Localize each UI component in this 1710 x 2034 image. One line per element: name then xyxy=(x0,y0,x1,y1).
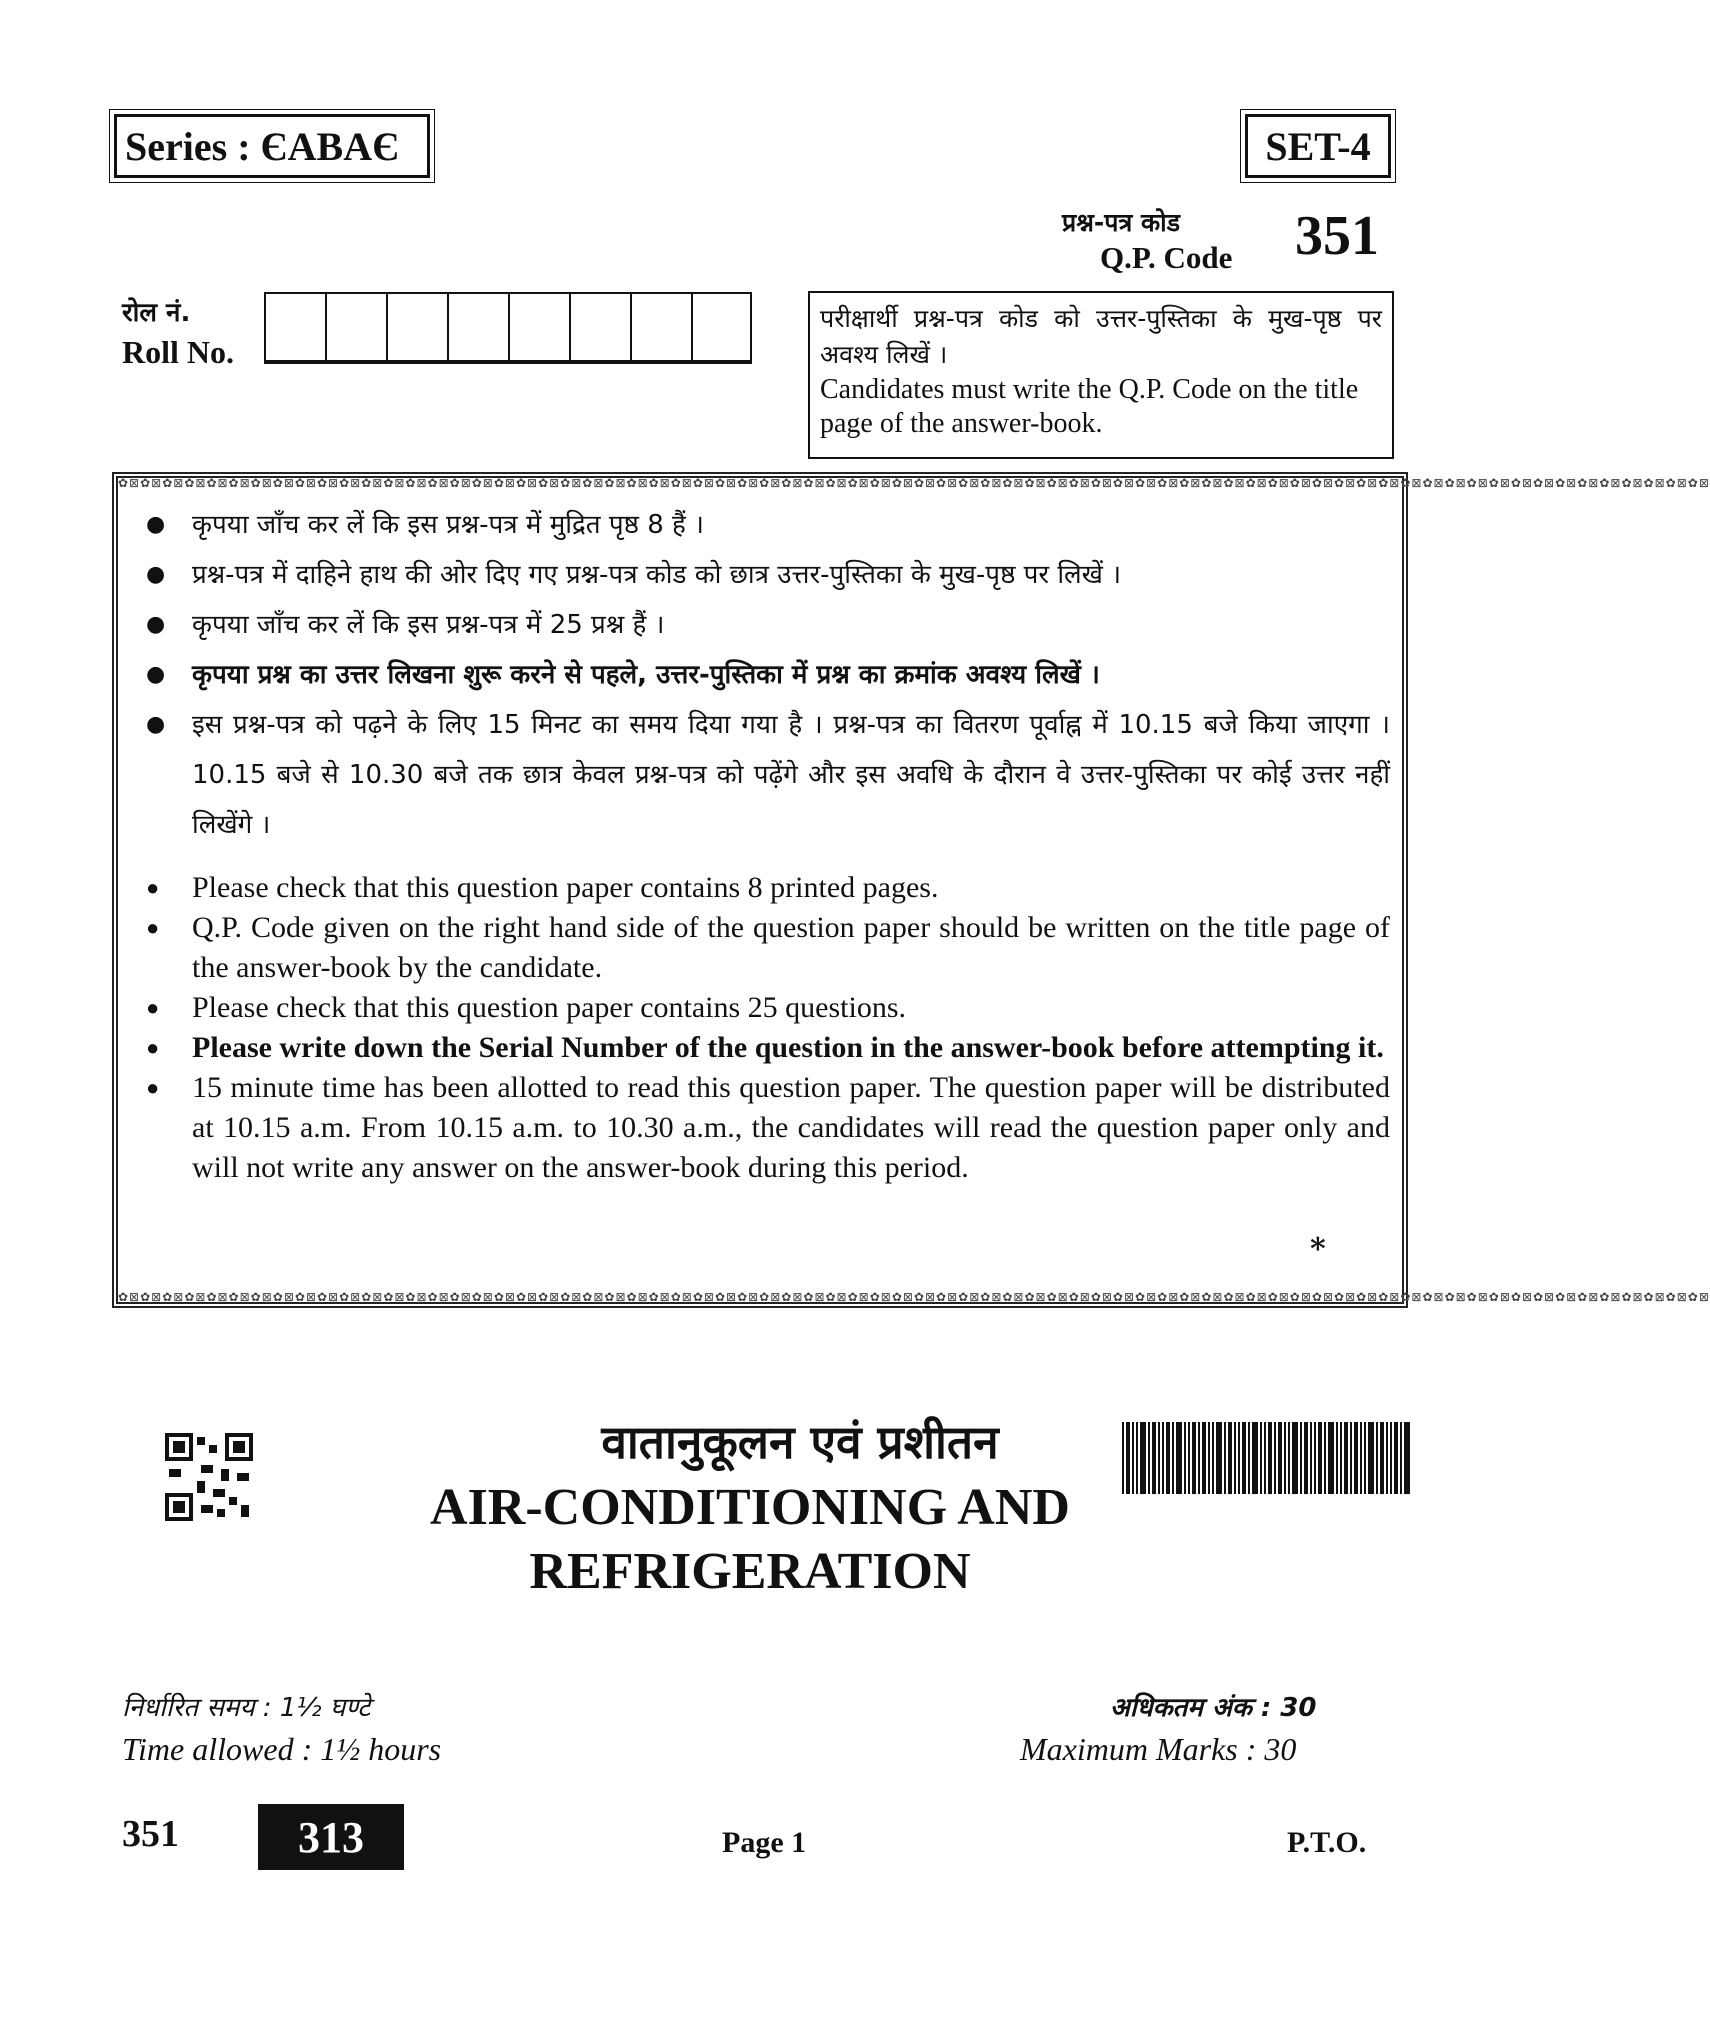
bullet-icon: ● xyxy=(146,712,166,737)
qr-code-icon xyxy=(165,1433,253,1521)
page-number: Page 1 xyxy=(722,1826,807,1859)
barcode-icon xyxy=(1122,1422,1410,1494)
qp-code-label: Q.P. Code xyxy=(1100,240,1233,275)
pto-label: P.T.O. xyxy=(1287,1826,1367,1859)
star-mark: * xyxy=(1310,1232,1326,1267)
ornamental-border-top: ✿⊠✿⊠✿⊠✿⊠✿⊠✿⊠✿⊠✿⊠✿⊠✿⊠✿⊠✿⊠✿⊠✿⊠✿⊠✿⊠✿⊠✿⊠✿⊠✿⊠✿⊠✿⊠✿⊠✿⊠✿⊠✿⊠✿⊠✿⊠✿⊠✿⊠✿⊠✿⊠✿⊠✿⊠✿⊠✿⊠✿⊠✿⊠✿⊠✿⊠✿⊠✿⊠✿⊠✿⊠✿⊠✿⊠✿⊠✿⊠✿⊠✿⊠✿⊠✿⊠✿⊠✿⊠✿⊠✿⊠✿⊠✿⊠✿⊠✿⊠✿⊠✿⊠✿⊠✿⊠✿⊠✿⊠✿⊠✿⊠✿⊠✿⊠✿⊠✿⊠ xyxy=(118,476,1710,490)
instruction-english: ● Q.P. Code given on the right hand side of the question paper should be written on the title page of the answer-book by the candidate. xyxy=(140,908,1390,988)
max-marks: Maximum Marks : 30 xyxy=(1020,1731,1297,1767)
instructions-list xyxy=(140,500,1390,1188)
time-allowed: Time allowed : 1½ hours xyxy=(122,1731,442,1767)
roll-cell[interactable] xyxy=(386,292,447,362)
footer-paper-code: 351 xyxy=(122,1813,179,1855)
instruction-hindi: ● इस प्रश्न-पत्र को पढ़ने के लिए 15 मिनट का समय दिया गया है । प्रश्न-पत्र का वितरण पूर्वाह्न में 10.15 बजे किया जाएगा । 10.15 बजे से 10.30 बजे तक छात्र केवल प्रश्न-पत्र को पढ़ेंगे और इस अवधि के दौरान वे उत्तर-पुस्तिका पर कोई उत्तर नहीं लिखेंगे । xyxy=(140,700,1390,850)
subject-title-hindi: वातानुकूलन एवं प्रशीतन xyxy=(601,1415,999,1469)
time-allowed-hindi: निर्धारित समय : 1½ घण्टे xyxy=(122,1693,371,1723)
candidate-note-english: Candidates must write the Q.P. Code on the title page of the answer-book. xyxy=(820,374,1359,439)
instruction-hindi: ● प्रश्न-पत्र में दाहिने हाथ की ओर दिए गए प्रश्न-पत्र कोड को छात्र उत्तर-पुस्तिका के मुख-पृष्ठ पर लिखें । xyxy=(140,550,1390,600)
roll-label: Roll No. xyxy=(122,334,234,370)
roll-label-hindi: रोल नं. xyxy=(122,298,191,328)
max-marks-hindi: अधिकतम अंक : 30 xyxy=(1110,1693,1317,1723)
roll-cell[interactable] xyxy=(264,292,325,362)
roll-cell[interactable] xyxy=(325,292,386,362)
qp-code-number: 351 xyxy=(1295,205,1379,267)
candidate-note-box xyxy=(808,291,1394,459)
bullet-icon: ● xyxy=(146,512,166,537)
bullet-icon: ● xyxy=(146,612,166,637)
footer-boxed-code: 313 xyxy=(258,1804,404,1870)
roll-number-boxes[interactable] xyxy=(264,292,752,364)
subject-title-line2: REFRIGERATION xyxy=(529,1543,971,1600)
instruction-hindi: ● कृपया प्रश्न का उत्तर लिखना शुरू करने से पहले, उत्तर-पुस्तिका में प्रश्न का क्रमांक अवश्य लिखें । xyxy=(140,650,1390,700)
roll-cell[interactable] xyxy=(508,292,569,362)
roll-cell[interactable] xyxy=(630,292,691,362)
instruction-english: ● Please check that this question paper contains 8 printed pages. xyxy=(140,868,1390,908)
roll-cell[interactable] xyxy=(569,292,630,362)
bullet-icon: ● xyxy=(146,1035,160,1060)
set-label: SET-4 xyxy=(1245,114,1391,178)
bullet-icon: ● xyxy=(146,1075,160,1100)
bullet-icon: ● xyxy=(146,562,166,587)
qp-code-label-hindi: प्रश्न-पत्र कोड xyxy=(1062,208,1181,237)
instruction-english: ● Please check that this question paper contains 25 questions. xyxy=(140,988,1390,1028)
instruction-english: ● Please write down the Serial Number of the question in the answer-book before attempting it. xyxy=(140,1028,1390,1068)
instruction-hindi: ● कृपया जाँच कर लें कि इस प्रश्न-पत्र में मुद्रित पृष्ठ 8 हैं । xyxy=(140,500,1390,550)
subject-title: AIR-CONDITIONING AND xyxy=(430,1479,1070,1536)
series-label: Series : ЄABAЄ xyxy=(114,114,430,178)
bullet-icon: ● xyxy=(146,662,166,687)
instruction-english: ● 15 minute time has been allotted to read this question paper. The question paper will be distributed at 10.15 a.m. From 10.15 a.m. to 10.30 a.m., the candidates will read the question paper only and will not write any answer on the answer-book during this period. xyxy=(140,1068,1390,1188)
bullet-icon: ● xyxy=(146,875,160,900)
bullet-icon: ● xyxy=(146,915,160,940)
roll-cell[interactable] xyxy=(691,292,752,362)
ornamental-border-bottom: ✿⊠✿⊠✿⊠✿⊠✿⊠✿⊠✿⊠✿⊠✿⊠✿⊠✿⊠✿⊠✿⊠✿⊠✿⊠✿⊠✿⊠✿⊠✿⊠✿⊠✿⊠✿⊠✿⊠✿⊠✿⊠✿⊠✿⊠✿⊠✿⊠✿⊠✿⊠✿⊠✿⊠✿⊠✿⊠✿⊠✿⊠✿⊠✿⊠✿⊠✿⊠✿⊠✿⊠✿⊠✿⊠✿⊠✿⊠✿⊠✿⊠✿⊠✿⊠✿⊠✿⊠✿⊠✿⊠✿⊠✿⊠✿⊠✿⊠✿⊠✿⊠✿⊠✿⊠✿⊠✿⊠✿⊠✿⊠✿⊠✿⊠✿⊠✿⊠✿⊠ xyxy=(118,1290,1710,1304)
bullet-icon: ● xyxy=(146,995,160,1020)
candidate-note-hindi: परीक्षार्थी प्रश्न-पत्र कोड को उत्तर-पुस्तिका के मुख-पृष्ठ पर अवश्य लिखें । xyxy=(820,304,1382,369)
instruction-hindi: ● कृपया जाँच कर लें कि इस प्रश्न-पत्र में 25 प्रश्न हैं । xyxy=(140,600,1390,650)
roll-cell[interactable] xyxy=(447,292,508,362)
